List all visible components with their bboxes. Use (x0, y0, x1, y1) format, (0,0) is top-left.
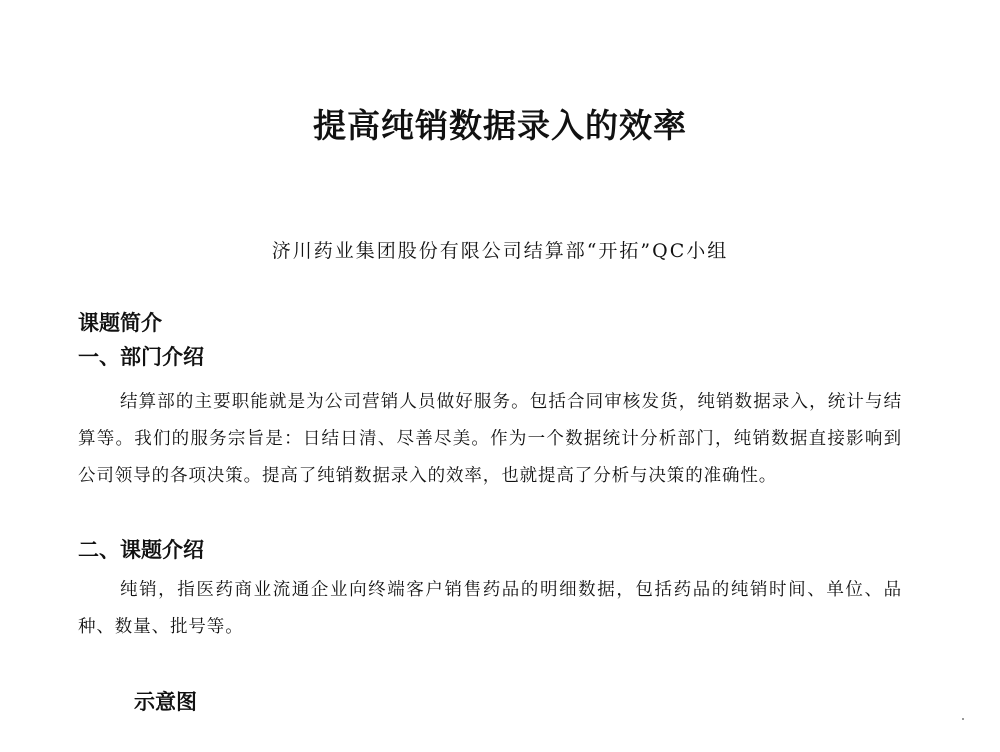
document-title: 提高纯销数据录入的效率 (313, 106, 687, 145)
topic-paragraph: 纯销，指医药商业流通企业向终端客户销售药品的明细数据，包括药品的纯销时间、单位、品种、数量、批号等。 (78, 580, 902, 637)
department-paragraph: 结算部的主要职能就是为公司营销人员做好服务。包括合同审核发货，纯销数据录入，统计与结算等。我们的服务宗旨是：日结日清、尽善尽美。作为一个数据统计分析部门，纯销数据直接影响到公司领导的各项决策。提高了纯销数据录入的效率，也就提高了分析与决策的准确性。 (78, 392, 902, 486)
department-heading: 一、部门介绍 (78, 345, 204, 369)
overview-heading: 课题简介 (78, 311, 162, 335)
diagram-label: 示意图 (134, 690, 197, 714)
document-author: 济川药业集团股份有限公司结算部“开拓”QC小组 (271, 240, 729, 262)
scan-speck (962, 718, 964, 720)
topic-heading: 二、课题介绍 (78, 538, 204, 562)
